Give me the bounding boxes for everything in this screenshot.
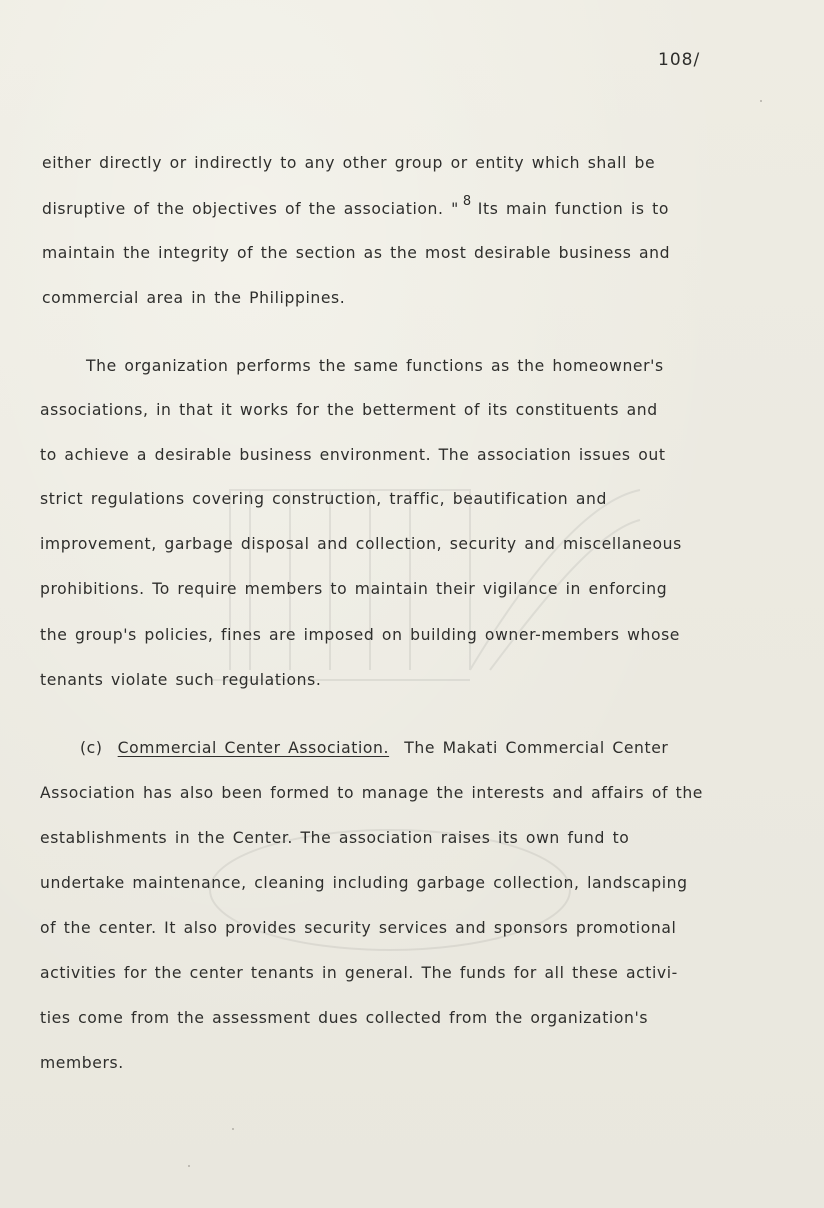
paragraph-2-line-3: to achieve a desirable business environment. The association issues out xyxy=(40,446,666,464)
paragraph-1-line-2-text-b: Its main function is to xyxy=(477,200,670,218)
paper-speck xyxy=(232,1128,234,1130)
paragraph-1-line-2 xyxy=(42,194,670,221)
paragraph-3-line-2: Association has also been formed to manage the interests and affairs of the xyxy=(40,784,703,802)
paper-speck xyxy=(760,100,762,102)
paragraph-3-line-4: undertake maintenance, cleaning including garbage collection, landscaping xyxy=(40,874,688,892)
section-heading: Commercial Center Association. xyxy=(117,739,390,757)
paragraph-1-line-1: either directly or indirectly to any other group or entity which shall be xyxy=(42,154,656,172)
paragraph-3-line-1-rest: The Makati Commercial Center xyxy=(404,739,669,757)
paragraph-1-line-2-text-a: disruptive of the objectives of the association. " xyxy=(42,200,459,218)
paragraph-2-line-5: improvement, garbage disposal and collection, security and miscellaneous xyxy=(40,535,682,553)
page-number: 108/ xyxy=(658,50,701,70)
paragraph-2-line-2: associations, in that it works for the betterment of its constituents and xyxy=(40,401,658,419)
paper-speck xyxy=(188,1165,190,1167)
paragraph-2-line-4: strict regulations covering construction, traffic, beautification and xyxy=(40,490,607,508)
paragraph-3-line-7: ties come from the assessment dues collected from the organization's xyxy=(40,1009,649,1027)
paragraph-1-line-4: commercial area in the Philippines. xyxy=(42,289,346,307)
paragraph-2-line-7: the group's policies, fines are imposed on building owner-members whose xyxy=(40,626,680,644)
paragraph-2-line-8: tenants violate such regulations. xyxy=(40,671,322,689)
paragraph-1-line-3: maintain the integrity of the section as the most desirable business and xyxy=(42,244,671,262)
paragraph-3-line-1 xyxy=(80,738,668,758)
section-label: (c) xyxy=(80,739,103,757)
paragraph-2-line-1: The organization performs the same functions as the homeowner's xyxy=(86,357,664,375)
paragraph-2-line-6: prohibitions. To require members to maintain their vigilance in enforcing xyxy=(40,580,668,598)
paragraph-3-line-6: activities for the center tenants in general. The funds for all these activi- xyxy=(40,964,678,982)
footnote-reference: 8 xyxy=(462,194,472,209)
paragraph-3-line-3: establishments in the Center. The association raises its own fund to xyxy=(40,829,630,847)
paragraph-3-line-5: of the center. It also provides security services and sponsors promotional xyxy=(40,919,677,937)
paragraph-3-line-8: members. xyxy=(40,1054,124,1072)
